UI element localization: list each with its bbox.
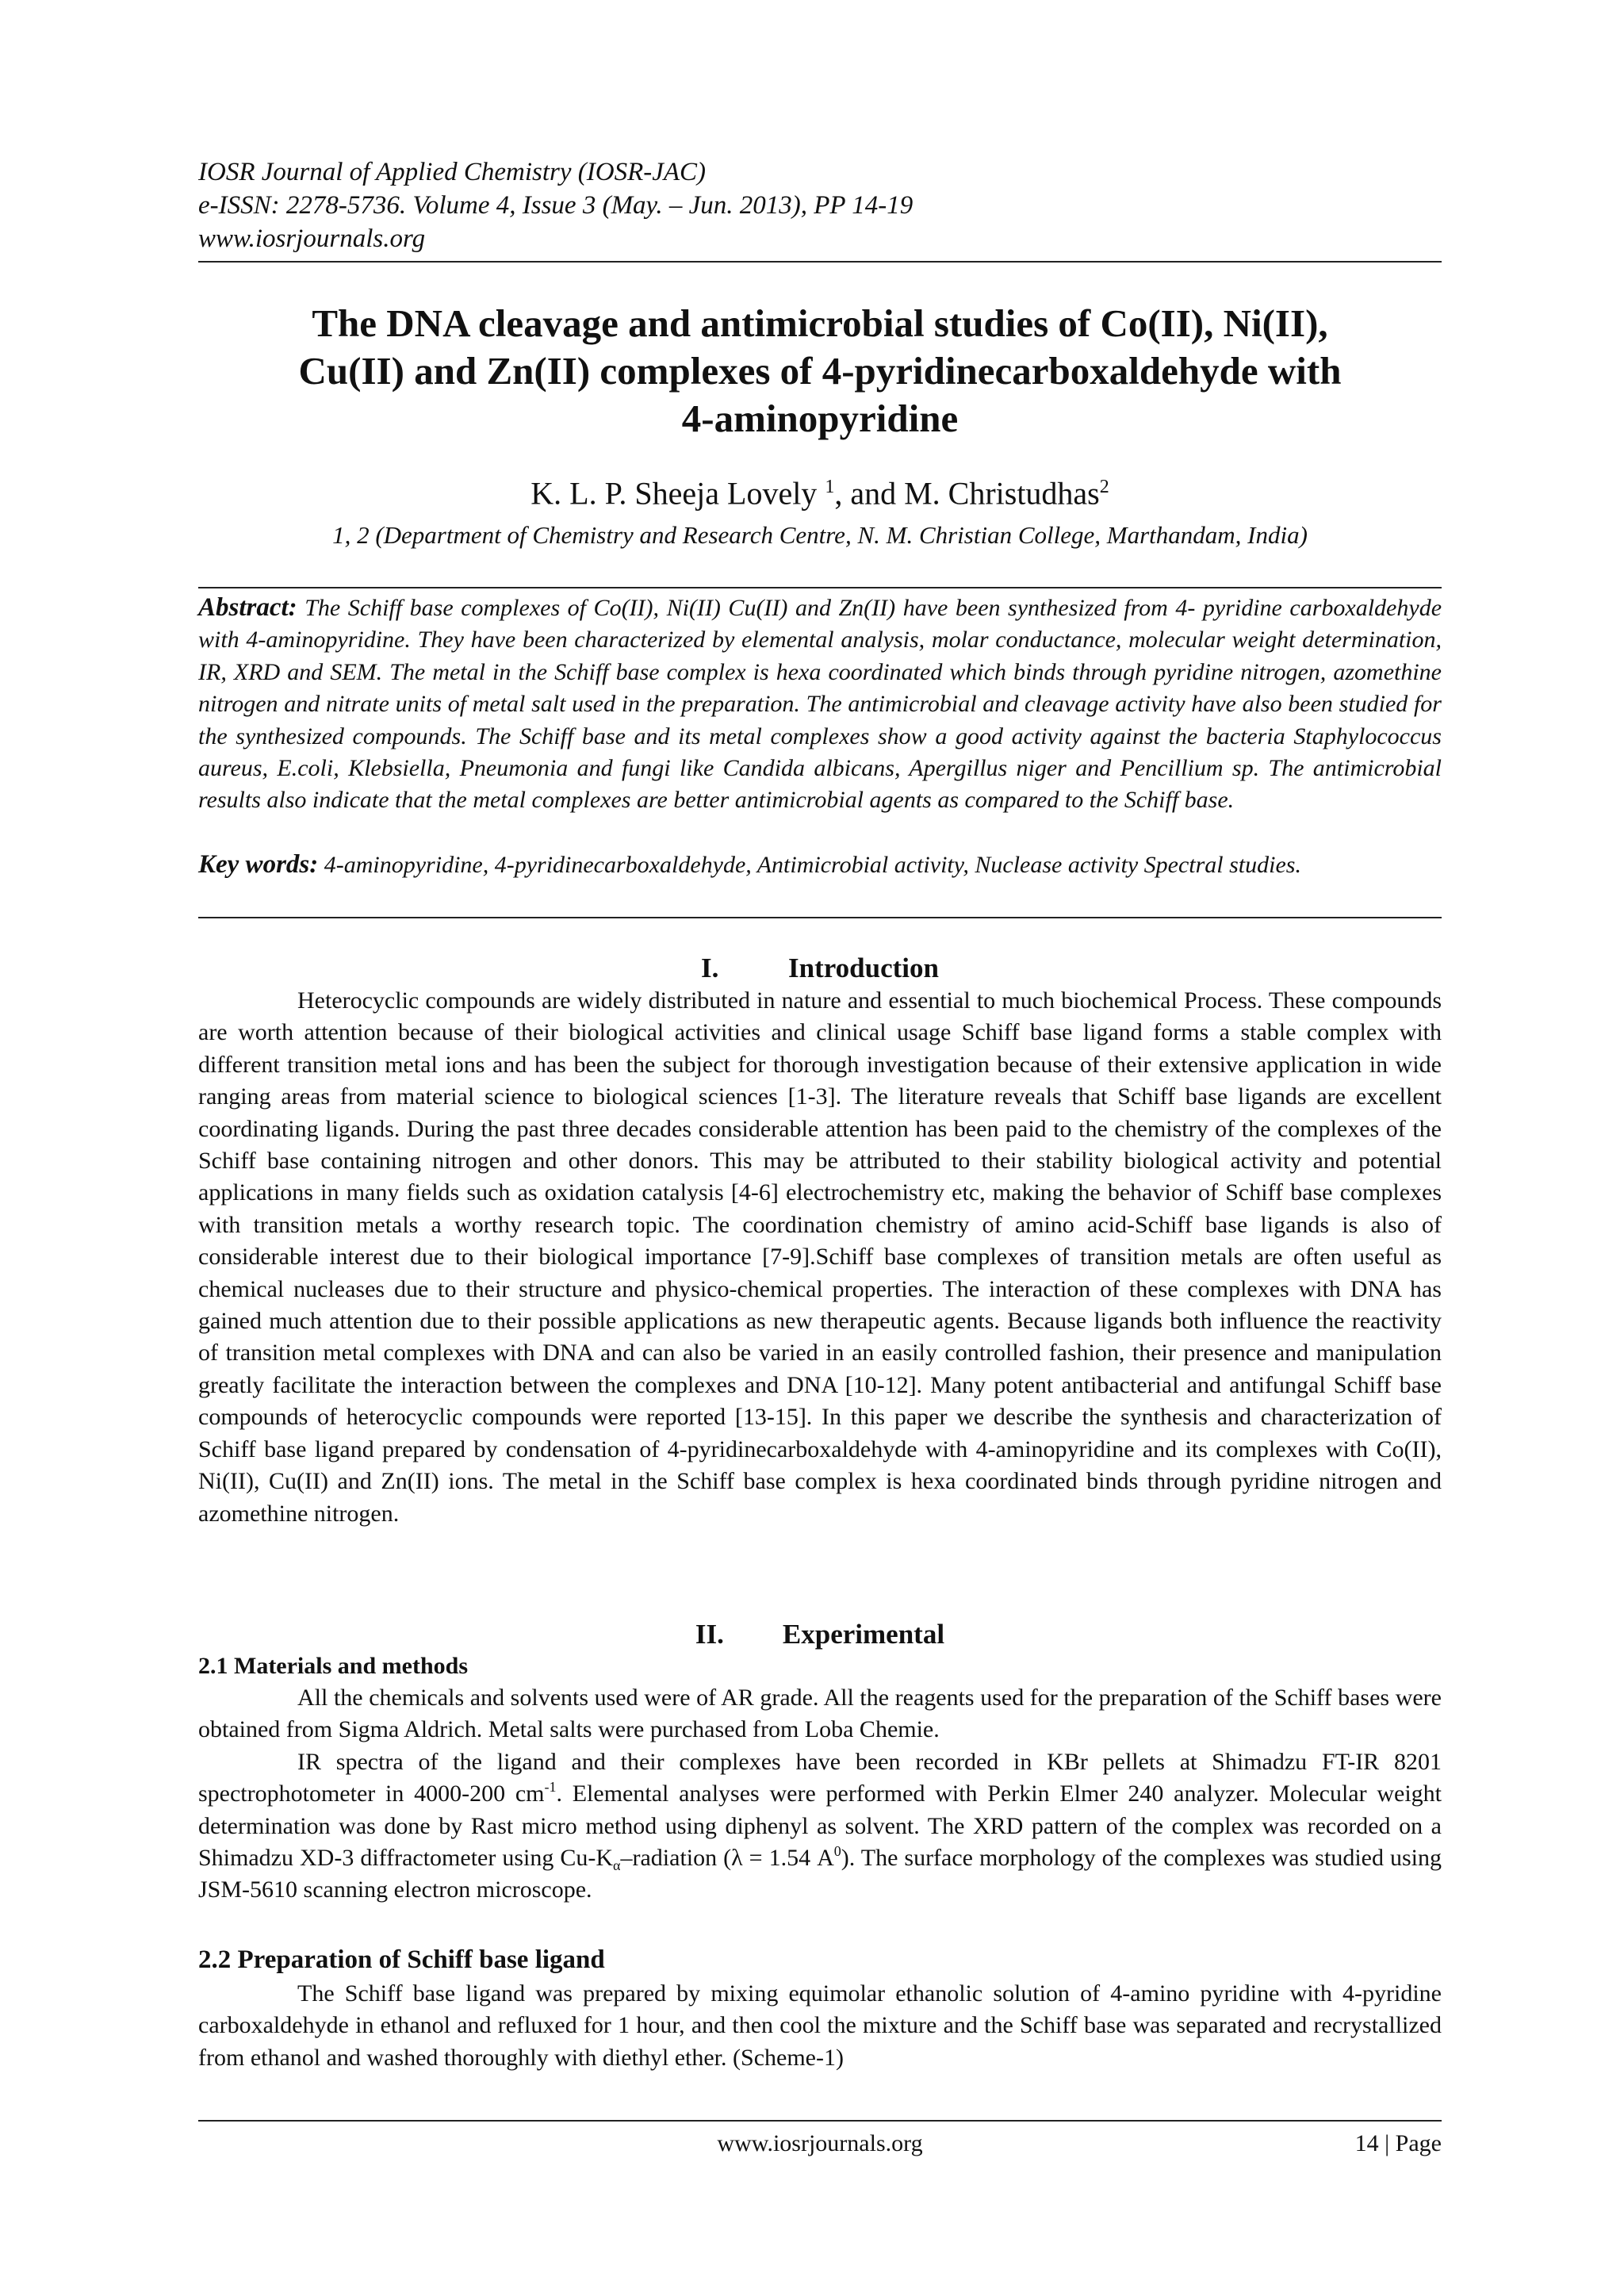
section-number: II.	[695, 1619, 724, 1650]
materials-paragraph-2	[198, 1746, 1442, 1907]
text-run: IR spectra of the ligand and their complexes have been recorded in KBr pellets at Shimadzu FT-IR 8201 spectrophotometer in 4000-200 cm	[198, 1748, 1442, 1807]
text-run: ). The surface morphology of the complexes was studied using JSM-5610 scanning electron microscope.	[198, 1845, 1442, 1903]
materials-paragraph-1: All the chemicals and solvents used were of AR grade. All the reagents used for the preparation of the Schiff bases were obtained from Sigma Aldrich. Metal salts were purchased from Loba Chemie.	[198, 1685, 1442, 1743]
preparation-paragraph: The Schiff base ligand was prepared by mixing equimolar ethanolic solution of 4-amino pyridine with 4-pyridine carboxaldehyde in ethanol and refluxed for 1 hour, and then cool the mixture and the Schiff base was separated and recrystallized from ethanol and washed thoroughly with diethyl ether. (Scheme-1)	[198, 1980, 1442, 2071]
abstract	[198, 592, 1442, 817]
superscript: 0	[833, 1843, 841, 1860]
subsection-heading-preparation: 2.2 Preparation of Schiff base ligand	[198, 1945, 605, 1974]
footer-website[interactable]: www.iosrjournals.org	[717, 2130, 923, 2156]
text-run: . Elemental analyses were performed with Perkin Elmer 240 analyzer. Molecular weight determination was done by Rast micro method using diphenyl as solvent. The XRD pattern of the complex was recorded on a Shimadzu XD-3 diffractometer using Cu-K	[198, 1780, 1442, 1872]
introduction-body	[198, 985, 1442, 1530]
abstract-top-rule	[198, 587, 1442, 588]
abstract-text: The Schiff base complexes of Co(II), Ni(II) Cu(II) and Zn(II) have been synthesized from 4- pyridine carboxaldehyde with 4-aminopyridine. They have been characterized by elemental analysis, molar conductance, molecular weight determination, IR, XRD and SEM. The metal in the Schiff base complex is hexa coordinated which binds through pyridine nitrogen, azomethine nitrogen and nitrate units of metal salt used in the preparation. The antimicrobial and cleavage activity have also been studied for the synthesized compounds. The Schiff base and its metal complexes show a good activity against the bacteria Staphylococcus aureus, E.coli, Klebsiella, Pneumonia and fungi like Candida albicans, Apergillus niger and Pencillium sp. The antimicrobial results also indicate that the metal complexes are better antimicrobial agents as compared to the Schiff base.	[198, 595, 1442, 814]
superscript: -1	[544, 1779, 557, 1796]
keywords-label: Key words:	[198, 850, 319, 879]
section-heading-experimental	[198, 1618, 1442, 1651]
section-heading-introduction	[198, 952, 1442, 985]
paper-title	[198, 300, 1442, 443]
keywords-text: 4-aminopyridine, 4-pyridinecarboxaldehyde, Antimicrobial activity, Nuclease activity Spectral studies.	[324, 852, 1301, 878]
footer-rule	[198, 2120, 1442, 2122]
affiliation: 1, 2 (Department of Chemistry and Research Centre, N. M. Christian College, Marthandam, India)	[332, 521, 1308, 549]
authors	[198, 468, 1442, 512]
author-2-marker: 2	[1099, 477, 1109, 497]
section-title: Experimental	[782, 1619, 945, 1650]
author-1-marker: 1	[825, 477, 835, 497]
keywords	[198, 849, 1442, 881]
title-line-1: The DNA cleavage and antimicrobial studies of Co(II), Ni(II),	[312, 301, 1328, 345]
introduction-paragraph: Heterocyclic compounds are widely distributed in nature and essential to much biochemical Process. These compounds are worth attention because of their biological activities and clinical usage Schiff base ligand forms a stable complex with different transition metal ions and has been the subject for thorough investigation because of their extensive application in wide ranging areas from material science to biological sciences [1-3]. The literature reveals that Schiff base ligands are excellent coordinating ligands. During the past three decades considerable attention has been paid to the chemistry of the complexes of the Schiff base containing nitrogen and other donors. This may be attributed to their stability biological activity and potential applications in many fields such as oxidation catalysis [4-6] electrochemistry etc, making the behavior of Schiff base complexes with transition metals a worthy research topic. The coordination chemistry of amino acid-Schiff base ligands is also of considerable interest due to their biological importance [7-9].Schiff base complexes of transition metals are often useful as chemical nucleases due to their structure and physico-chemical properties. The interaction of these complexes with DNA has gained much attention due to their possible applications as new therapeutic agents. Because ligands both influence the reactivity of transition metal complexes with DNA and can also be varied in an easily controlled fashion, their presence and manipulation greatly facilitate the interaction between the complexes and DNA [10-12]. Many potent antibacterial and antifungal Schiff base compounds of heterocyclic compounds were reported [13-15]. In this paper we describe the synthesis and characterization of Schiff base ligand prepared by condensation of 4-pyridinecarboxaldehyde with 4-aminopyridine and its complexes with Co(II), Ni(II), Cu(II) and Zn(II) ions. The metal in the Schiff base complex is hexa coordinated binds through pyridine nitrogen and azomethine nitrogen.	[198, 987, 1442, 1527]
journal-name: IOSR Journal of Applied Chemistry (IOSR-JAC)	[198, 158, 707, 186]
section-number: I.	[701, 953, 719, 983]
page-number: 14 | Page	[1354, 2130, 1442, 2156]
journal-header	[198, 155, 913, 255]
materials-body	[198, 1682, 1442, 1907]
subscript: α	[613, 1857, 621, 1874]
abstract-label: Abstract:	[198, 593, 297, 622]
header-rule	[198, 261, 1442, 263]
title-line-2: Cu(II) and Zn(II) complexes of 4-pyridinecarboxaldehyde with	[298, 349, 1342, 393]
subsection-heading-materials: 2.1 Materials and methods	[198, 1653, 468, 1679]
preparation-body	[198, 1978, 1442, 2074]
issn-line: e-ISSN: 2278-5736. Volume 4, Issue 3 (May. – Jun. 2013), PP 14-19	[198, 191, 914, 220]
text-run: –radiation (λ = 1.54 A	[620, 1845, 834, 1872]
section-title: Introduction	[788, 953, 939, 983]
author-2: , and M. Christudhas	[834, 475, 1100, 512]
journal-website[interactable]: www.iosrjournals.org	[198, 224, 426, 253]
author-1: K. L. P. Sheeja Lovely	[530, 475, 825, 512]
abstract-bottom-rule	[198, 917, 1442, 918]
title-line-3: 4-aminopyridine	[681, 397, 959, 440]
